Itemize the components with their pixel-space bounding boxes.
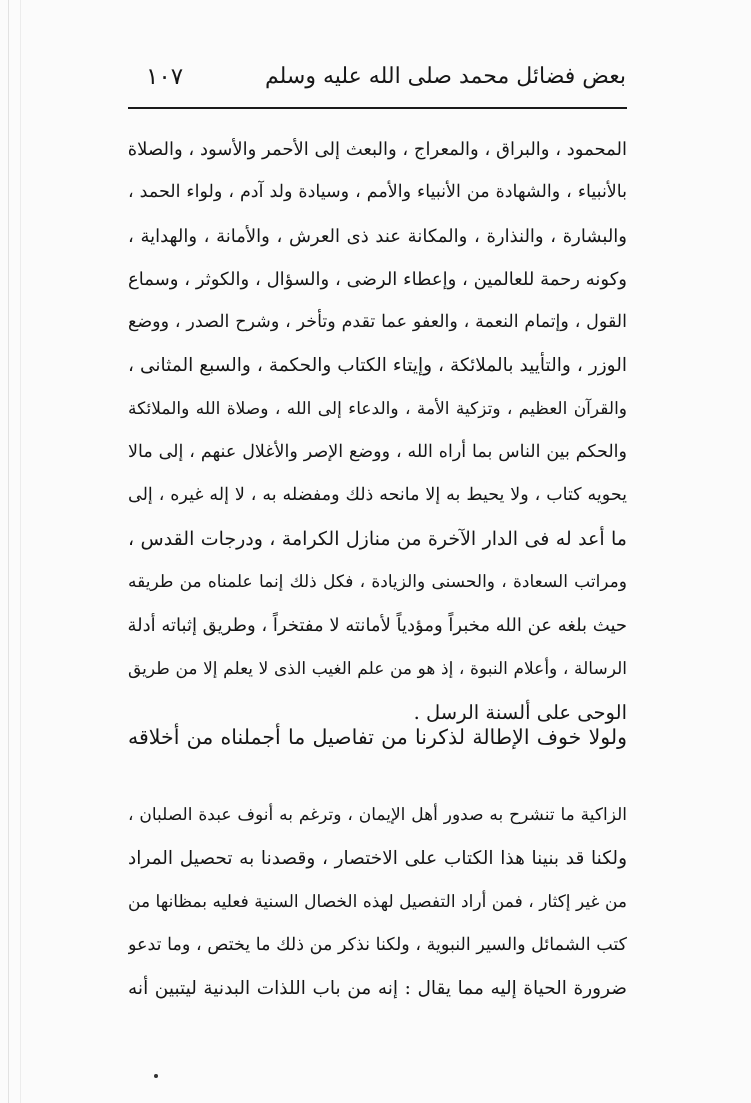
text-line: والحكم بين الناس بما أراه الله ، ووضع الإصر والأغلال عنهم ، إلى مالا	[128, 442, 627, 463]
text-line: والبشارة ، والنذارة ، والمكانة عند ذى العرش ، والأمانة ، والهداية ،	[128, 225, 627, 247]
paragraph-1	[128, 128, 627, 734]
print-mark-dot	[154, 1074, 158, 1078]
text-line: القول ، وإتمام النعمة ، والعفو عما تقدم وتأخر ، وشرح الصدر ، ووضع	[128, 312, 627, 333]
text-line: ضرورة الحياة إليه مما يقال : إنه من باب اللذات البدنية ليتبين أنه	[128, 978, 627, 1000]
text-line: بالأنبياء ، والشهادة من الأنبياء والأمم ، وسيادة ولد آدم ، ولواء الحمد ،	[128, 182, 627, 203]
text-line: يحويه كتاب ، ولا يحيط به إلا مانحه ذلك ومفضله به ، لا إله غيره ، إلى	[128, 485, 627, 506]
text-line: المحمود ، والبراق ، والمعراج ، والبعث إلى الأحمر والأسود ، والصلاة	[128, 139, 627, 160]
text-line: من غير إكثار ، فمن أراد التفصيل لهذه الخصال السنية فعليه بمظانها من	[128, 891, 627, 912]
text-line: ولولا خوف الإطالة لذكرنا من تفاصيل ما أجملناه من أخلاقه	[128, 725, 627, 749]
text-line: وكونه رحمة للعالمين ، وإعطاء الرضى ، والسؤال ، والكوثر ، وسماع	[128, 268, 627, 290]
paragraph-2-lead-line	[128, 716, 627, 759]
page-number: ١٠٧	[146, 64, 184, 90]
text-line: الوحى على ألسنة الرسل .	[413, 700, 627, 724]
text-line: كتب الشمائل والسير النبوية ، ولكنا نذكر من ذلك ما يختص ، وما تدعو	[128, 934, 627, 955]
header-rule	[128, 107, 627, 109]
running-header	[128, 62, 626, 102]
text-line: ومراتب السعادة ، والحسنى والزيادة ، فكل ذلك إنما علمناه من طريقه	[128, 571, 627, 592]
text-line: والقرآن العظيم ، وتزكية الأمة ، والدعاء إلى الله ، وصلاة الله والملائكة	[128, 398, 627, 419]
paragraph-3	[128, 794, 627, 1010]
text-line: ولكنا قد بنينا هذا الكتاب على الاختصار ، وقصدنا به تحصيل المراد	[128, 848, 627, 870]
running-header-title: بعض فضائل محمد صلى الله عليه وسلم	[264, 64, 626, 89]
binding-edge-line	[8, 0, 9, 1103]
text-line: حيث بلغه عن الله مخبراً ومؤدياً لأمانته لا مفتخراً ، وطريق إثباته أدلة	[128, 615, 627, 637]
text-line: ما أعد له فى الدار الآخرة من منازل الكرامة ، ودرجات القدس ،	[128, 527, 627, 550]
binding-edge-line	[20, 0, 21, 1103]
text-line: الرسالة ، وأعلام النبوة ، إذ هو من علم الغيب الذى لا يعلم إلا من طريق	[128, 658, 627, 679]
text-line: الزاكية ما تنشرح به صدور أهل الإيمان ، وترغم به أنوف عبدة الصلبان ،	[128, 805, 627, 825]
text-line: الوزر ، والتأييد بالملائكة ، وإيتاء الكتاب والحكمة ، والسبع المثانى ،	[128, 355, 627, 377]
